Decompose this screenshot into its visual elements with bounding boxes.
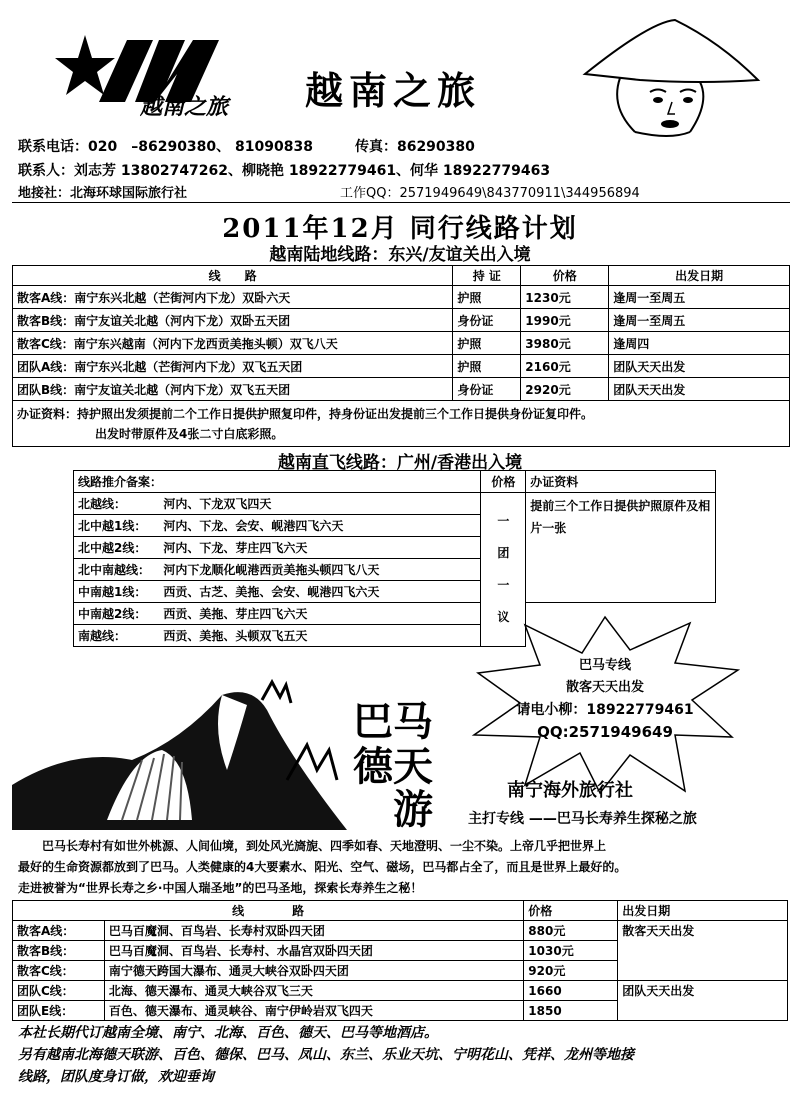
footer-text bbox=[18, 1022, 793, 1088]
starburst-text bbox=[470, 655, 740, 743]
route-name: 散客C线： bbox=[13, 961, 105, 981]
route-desc: 西贡、美拖、芽庄四飞六天 bbox=[159, 603, 480, 625]
bama-title-line1: 巴马 bbox=[353, 699, 433, 745]
price-cell: 2160元 bbox=[521, 355, 609, 378]
header-route: 线 路 bbox=[13, 901, 524, 921]
route-desc: 河内下龙顺化岘港西贡美拖头顿四飞八天 bbox=[159, 559, 480, 581]
route-name: 南越线： bbox=[74, 625, 160, 647]
price-char: 一 bbox=[497, 514, 510, 528]
price-cell: 1660 bbox=[524, 981, 618, 1001]
table-row bbox=[13, 286, 790, 309]
doc-cell: 护照 bbox=[453, 286, 521, 309]
para-line1: 巴马长寿村有如世外桃源、人间仙境，到处风光旖旎、四季如春、天地澄明、一尘不染。上帝几乎把世界上 bbox=[18, 839, 607, 853]
route-name: 散客A线： bbox=[13, 921, 105, 941]
table-row bbox=[13, 378, 790, 401]
date-cell: 逢周四 bbox=[609, 332, 790, 355]
table-row bbox=[13, 309, 790, 332]
header-route: 线 路 bbox=[13, 266, 453, 286]
agency-label: 地接社：北海环球国际旅行社 bbox=[18, 186, 188, 201]
doc-cell: 身份证 bbox=[453, 378, 521, 401]
bama-description bbox=[18, 836, 788, 899]
footer-line3: 线路，团队度身订做，欢迎垂询 bbox=[18, 1069, 214, 1085]
land-subtitle: 越南陆地线路：东兴/友谊关出入境 bbox=[269, 245, 531, 265]
price-cell: 920元 bbox=[524, 961, 618, 981]
route-name: 团队E线： bbox=[13, 1001, 105, 1021]
route-name: 散客B线： bbox=[13, 941, 105, 961]
price-cell: 1230元 bbox=[521, 286, 609, 309]
table-note-row bbox=[13, 401, 790, 447]
route-cell: 团队A线：南宁东兴北越（芒街河内下龙）双飞五天团 bbox=[13, 355, 453, 378]
starburst-line2: 散客天天出发 bbox=[565, 680, 644, 695]
header-doc: 持 证 bbox=[453, 266, 521, 286]
contacts-line: 联系人：刘志芳 13802747262、柳晓艳 18922779461、何华 18922779463 bbox=[18, 163, 551, 179]
doc-cell: 护照 bbox=[453, 355, 521, 378]
date-cell: 团队天天出发 bbox=[609, 378, 790, 401]
table-header-row bbox=[13, 266, 790, 286]
route-desc: 河内、下龙双飞四天 bbox=[159, 493, 480, 515]
route-cell: 散客C线：南宁东兴越南（河内下龙西贡美拖头顿）双飞八天 bbox=[13, 332, 453, 355]
table-row bbox=[74, 493, 716, 515]
route-name: 中南越2线： bbox=[74, 603, 160, 625]
route-desc: 西贡、美拖、头顿双飞五天 bbox=[159, 625, 480, 647]
table-header-row bbox=[74, 471, 716, 493]
route-cell: 团队B线：南宁友谊关北越（河内下龙）双飞五天团 bbox=[13, 378, 453, 401]
footer-line1: 本社长期代订越南全境、南宁、北海、百色、德天、巴马等地酒店。 bbox=[18, 1025, 438, 1041]
route-name: 中南越1线： bbox=[74, 581, 160, 603]
docs-note-line2: 出发时带原件及4张二寸白底彩照。 bbox=[95, 426, 284, 441]
date-cell: 逢周一至周五 bbox=[609, 286, 790, 309]
price-cell: 1030元 bbox=[524, 941, 618, 961]
route-name: 北中越1线： bbox=[74, 515, 160, 537]
price-cell: 1850 bbox=[524, 1001, 618, 1021]
route-desc: 河内、下龙、芽庄四飞六天 bbox=[159, 537, 480, 559]
table-row bbox=[13, 981, 788, 1001]
bama-routes-table bbox=[12, 900, 788, 1021]
starburst-phone: 请电小柳：18922779461 bbox=[516, 702, 694, 718]
bama-slogan: 主打专线 ——巴马长寿养生探秘之旅 bbox=[468, 811, 697, 827]
plan-title: 2011年12月 同行线路计划 bbox=[222, 214, 578, 244]
land-routes-table bbox=[12, 265, 790, 447]
price-char: 议 bbox=[497, 610, 510, 624]
route-desc: 南宁德天跨国大瀑布、通灵大峡谷双卧四天团 bbox=[104, 961, 523, 981]
phone-line: 联系电话：020 –86290380、 81090838 传真：86290380 bbox=[18, 139, 475, 155]
table-row bbox=[13, 332, 790, 355]
date-cell: 逢周一至周五 bbox=[609, 309, 790, 332]
page-title: 越南之旅 bbox=[305, 68, 482, 113]
route-cell: 散客A线：南宁东兴北越（芒街河内下龙）双卧六天 bbox=[13, 286, 453, 309]
bama-title-line2: 德天 bbox=[353, 744, 433, 790]
logo-text: 越南之旅 bbox=[140, 95, 229, 120]
flight-subtitle: 越南直飞线路：广州/香港出入境 bbox=[277, 453, 523, 473]
route-name: 北中南越线： bbox=[74, 559, 160, 581]
table-header-row bbox=[13, 901, 788, 921]
docs-note bbox=[13, 401, 790, 447]
footer-line2: 另有越南北海德天联游、百色、德保、巴马、凤山、东兰、乐业天坑、宁明花山、凭祥、龙州等地接 bbox=[18, 1047, 634, 1063]
divider bbox=[12, 202, 790, 203]
waterfall-landscape-illustration bbox=[12, 670, 347, 830]
starburst-line1: 巴马专线 bbox=[578, 658, 631, 673]
price-char: 一 bbox=[497, 578, 510, 592]
company-logo bbox=[55, 30, 285, 120]
route-desc: 百色、德天瀑布、通灵峡谷、南宁伊岭岩双飞四天 bbox=[104, 1001, 523, 1021]
route-name: 团队C线： bbox=[13, 981, 105, 1001]
route-desc: 北海、德天瀑布、通灵大峡谷双飞三天 bbox=[104, 981, 523, 1001]
date-group-team: 团队天天出发 bbox=[618, 981, 788, 1021]
docs-text: 提前三个工作日提供护照原件及相片一张 bbox=[526, 493, 716, 603]
bama-agency: 南宁海外旅行社 bbox=[507, 780, 633, 801]
route-name: 北中越2线： bbox=[74, 537, 160, 559]
header-price: 价格 bbox=[524, 901, 618, 921]
table-row bbox=[13, 921, 788, 941]
route-desc: 巴马百魔洞、百鸟岩、长寿村、水晶宫双卧四天团 bbox=[104, 941, 523, 961]
para-line3: 走进被誉为“世界长寿之乡·中国人瑞圣地”的巴马圣地，探索长寿养生之秘！ bbox=[18, 881, 423, 895]
price-cell: 1990元 bbox=[521, 309, 609, 332]
price-cell: 880元 bbox=[524, 921, 618, 941]
header-date: 出发日期 bbox=[609, 266, 790, 286]
doc-cell: 护照 bbox=[453, 332, 521, 355]
woman-hat-illustration bbox=[580, 12, 765, 137]
starburst-qq: QQ:2571949649 bbox=[537, 723, 673, 741]
para-line2: 最好的生命资源都放到了巴马。人类健康的4大要素水、阳光、空气、磁场，巴马都占全了，而且是世界上最好的。 bbox=[18, 860, 627, 874]
table-row bbox=[13, 355, 790, 378]
date-cell: 团队天天出发 bbox=[609, 355, 790, 378]
header-date: 出发日期 bbox=[618, 901, 788, 921]
header-price: 价格 bbox=[481, 471, 526, 493]
bama-title-line3: 游 bbox=[393, 787, 433, 833]
docs-note-line1: 办证资料：持护照出发须提前二个工作日提供护照复印件，持身份证出发提前三个工作日提供身份证复印件。 bbox=[17, 406, 594, 421]
header-routes: 线路推介备案： bbox=[74, 471, 481, 493]
date-group-individual: 散客天天出发 bbox=[618, 921, 788, 981]
route-name: 北越线： bbox=[74, 493, 160, 515]
route-desc: 河内、下龙、会安、岘港四飞六天 bbox=[159, 515, 480, 537]
route-desc: 巴马百魔洞、百鸟岩、长寿村双卧四天团 bbox=[104, 921, 523, 941]
header-docs: 办证资料 bbox=[526, 471, 716, 493]
price-cell: 2920元 bbox=[521, 378, 609, 401]
qq-line: 工作QQ：2571949649\843770911\344956894 bbox=[340, 186, 640, 201]
route-cell: 散客B线：南宁友谊关北越（河内下龙）双卧五天团 bbox=[13, 309, 453, 332]
header-price: 价格 bbox=[521, 266, 609, 286]
price-char: 团 bbox=[497, 546, 510, 560]
price-cell: 3980元 bbox=[521, 332, 609, 355]
route-desc: 西贡、古芝、美拖、会安、岘港四飞六天 bbox=[159, 581, 480, 603]
doc-cell: 身份证 bbox=[453, 309, 521, 332]
